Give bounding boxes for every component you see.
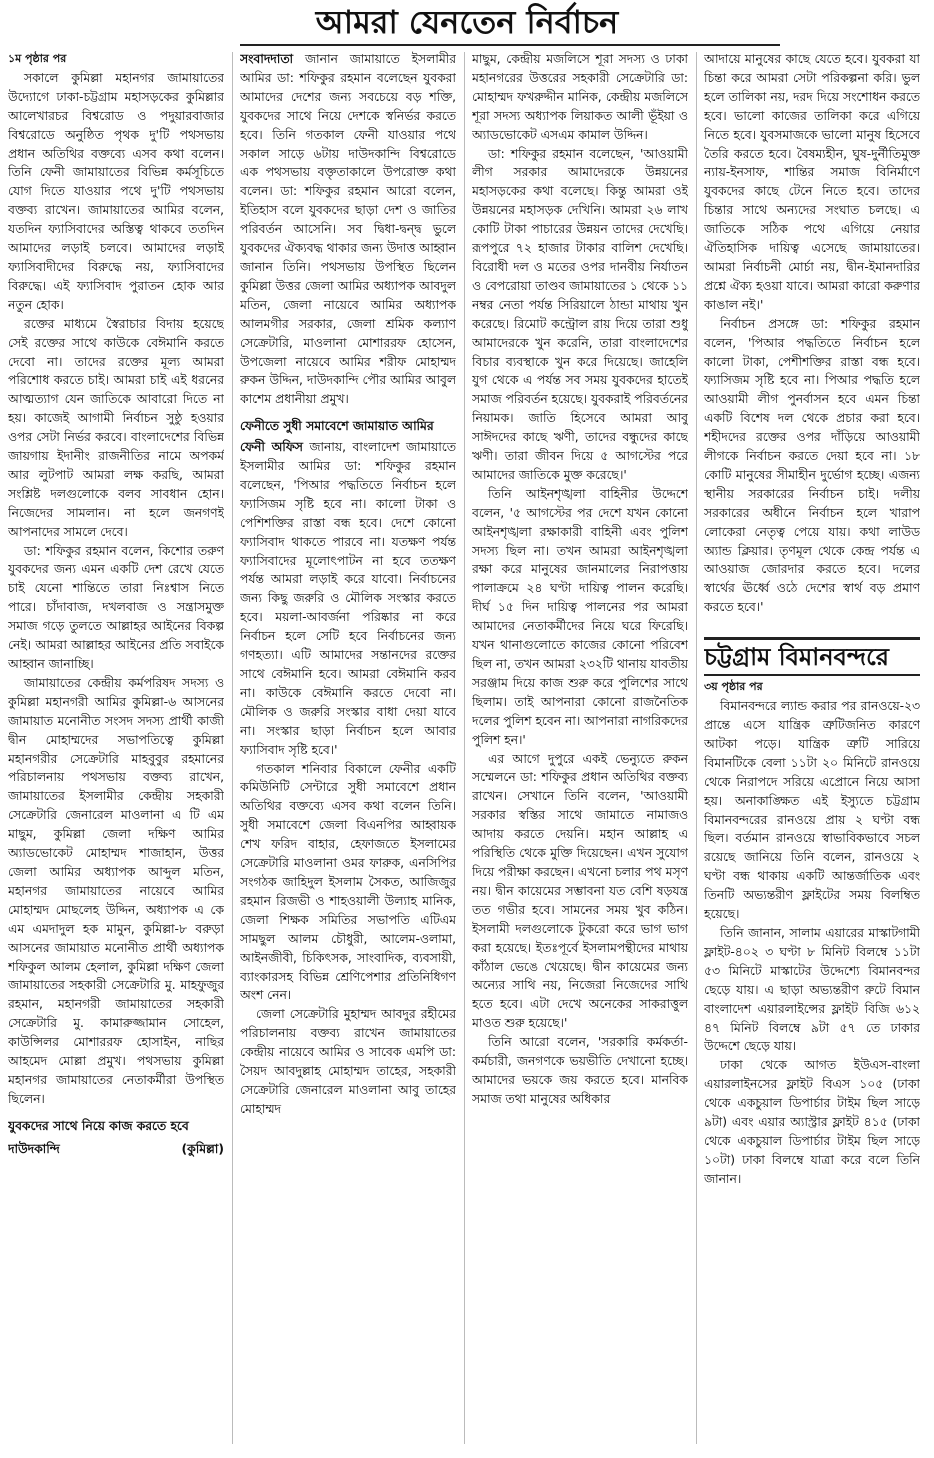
subheading: ফেনীতে সুধী সমাবেশে জামায়াত আমির [240, 419, 434, 434]
headline: আমরা যেনতেন নির্বাচন [315, 3, 619, 41]
paragraph: ডা: শফিকুর রহমান বলেছেন, 'আওয়ামী লীগ সরকার আমাদেরকে উন্নয়নের মহাসড়কের কথা বলেছে। কিন্তু আমরা ওই উন্নয়নের মহাসড়ক দেখিনি। আমরা ২৬ লাখ কোটি টাকা পাচারের উন্নয়ন তাদের দেখেছি। রূপপুরে ৭২ হাজার টাকার বালিশ দেখেছি। বিরোধী দল ও মতের ওপর দানবীয় নির্যাতন ও বেপরোয়া তাণ্ডব জামায়াতের ১ থেকে ১১ নম্বর নেতা পর্যন্ত সিরিয়ালে ঠান্ডা মাথায় খুন করেছে। রিমোট কন্ট্রোল রায় দিয়ে তারা শুধু আমাদেরকে খুন করেনি, তারা বাংলাদেশের বিচার ব্যবস্থাকে খুন করে দিয়েছে। জাহেলি যুগ থেকে এ পর্যন্ত সব সময় যুবকদের হাতেই সমাজ পরিবর্তন হয়েছে। যুবকরাই পরিবর্তনের নিয়ামক। জাতি হিসেবে আমরা আবু সাঈদদের কাছে ঋণী, তাদের বন্ধুদের কাছে ঋণী। তারা জীবন দিয়ে ৫ আগস্টের পরে আমাদের জাতিকে মুক্ত করেছে।' [472, 146, 688, 482]
paragraph [240, 438, 456, 759]
column-3 [472, 50, 688, 1444]
continued-from-note: ১ম পৃষ্ঠার পর [8, 52, 67, 65]
column-2 [240, 50, 456, 1444]
paragraph: গতকাল শনিবার বিকালে ফেনীর একটি কমিউনিটি সেন্টারে সুধী সমাবেশে প্রধান অতিথির বক্তব্যে এসব কথা বলেন তিনি। সুধী সমাবেশে জেলা বিএনপির আহ্বায়ক শেখ ফরিদ বাহার, হেফাজতে ইসলামের সেক্রেটারি মাওলানা ওমর ফারুক, এনসিপির সংগঠক জাহিদুল ইসলাম সৈকত, আজিজুর রহমান রিজভী ও শাহওয়ালী উল্যাহ মানিক, জেলা শিক্ষক সমিতির সভাপতি এটিএম সামছুল আলম চৌধুরী, আলেম-ওলামা, আইনজীবী, চিকিৎসক, সাংবাদিক, ব্যবসায়ী, ব্যাংকারসহ বিভিন্ন শ্রেণিপেশার প্রতিনিধিগণ অংশ নেন। [240, 761, 456, 1003]
paragraph: তিনি আইনশৃঙ্খলা বাহিনীর উদ্দেশে বলেন, '৫ আগস্টের পর দেশে যখন কোনো আইনশৃঙ্খলা রক্ষাকারী বাহিনী এবং পুলিশ সদস্য ছিল না। তখন আমরা আইনশৃঙ্খলা রক্ষা করে মানুষের জানমালের নিরাপত্তায় পালাক্রমে ২৪ ঘণ্টা দায়িত্ব পালন করেছি। দীর্ঘ ১৫ দিন দায়িত্ব পালনের পর আমরা আমাদের নেতাকর্মীদের নিয়ে ঘরে ফিরেছি। যখন থানাগুলোতে কাজের কোনো পরিবেশ ছিল না, তখন আমরা ২৩২টি থানায় যাবতীয় সরঞ্জাম দিয়ে কাজ শুরু করে পুলিশের সাথে ছিলাম। তাই আপনারা কোনো রাজনৈতিক দলের পুলিশ হবেন না। আপনারা নাগরিকদের পুলিশ হন।' [472, 486, 688, 747]
paragraph: তিনি আরো বলেন, 'সরকারি কর্মকর্তা-কর্মচারী, জনগণকে ভয়ভীতি দেখানো হচ্ছে। আমাদের ভয়কে জয় করতে হবে। মানবিক সমাজ তথা মানুষের অধিকার [472, 1035, 688, 1106]
byline-region: (কুমিল্লা) [181, 1141, 224, 1156]
column-divider [232, 52, 233, 1444]
paragraph: আদায়ে মানুষের কাছে যেতে হবে। যুবকরা যা চিন্তা করে আমরা সেটা পরিকল্পনা করি। ভুল হলে তালিকা নয়, দরদ দিয়ে সংশোধন করতে হবে। ভালো কাজের তালিকা করে এগিয়ে নিতে হবে। যুবসমাজকে ভালো মানুষ হিসেবে তৈরি করতে হবে। বৈষম্যহীন, ঘুষ-দুর্নীতিমুক্ত ন্যায়-ইনসাফ, শান্তির সমাজ বিনির্মাণে যুবকদের কাছে টেনে নিতে হবে। তাদের চিন্তার সাথে অন্যদের সংঘাত চলছে। এ জাতিকে সঠিক পথে এগিয়ে নেয়ার ঐতিহাসিক দায়িত্ব এসেছে জামায়াতের। আমরা নির্বাচনী মোর্চা নয়, দ্বীন-ইমানদারির প্রশ্নে ঐক্য হওয়া যাবে। আমরা কারো করুণার কাঙাল নই।' [704, 52, 920, 312]
column-divider [464, 52, 465, 1444]
paragraph: তিনি জানান, সালাম এয়ারের মাস্কাটগামী ফ্লাইট-৪০২ ৩ ঘণ্টা ৮ মিনিট বিলম্বে ১১টা ৫৩ মিনিটে মাস্কাটের উদ্দেশ্যে বিমানবন্দর ছেড়ে যায়। এ ছাড়া অভ্যন্তরীণ রুটে বিমান বাংলাদেশ এয়ারলাইন্সের ফ্লাইট বিজি ৬১২ ৪৭ মিনিট বিলম্বে ৯টা ৫৭ তে ঢাকার উদ্দেশে ছেড়ে যায়। [704, 925, 920, 1054]
subheading: যুবকদের সাথে নিয়ে কাজ করতে হবে [8, 1118, 189, 1133]
paragraph: মাছুম, কেন্দ্রীয় মজলিসে শূরা সদস্য ও ঢাকা মহানগরের উত্তরের সহকারী সেক্রেটারি ডা: মোহাম্মদ ফখরুদ্দীন মানিক, কেন্দ্রীয় মজলিসে শূরা সদস্য অধ্যাপক লিয়াকত আলী ভূঁইয়া ও অ্যাডভোকেট এসএম কামাল উদ্দিন। [472, 52, 688, 142]
paragraph: এর আগে দুপুরে একই ভেন্যুতে রুকন সম্মেলনে ডা: শফিকুর প্রধান অতিথির বক্তব্য রাখেন। সেখানে তিনি বলেন, 'আওয়ামী সরকার স্বস্তির সাথে জামাতে নামাজও আদায় করতে দেয়নি। মহান আল্লাহ এ পরিস্থিতি থেকে মুক্তি দিয়েছেন। এখন সুযোগ দিয়ে পরীক্ষা করছেন। এখনো চলার পথ মসৃণ নয়। দ্বীন কায়েমের সম্ভাবনা যত বেশি ষড়যন্ত্র তত গভীর হবে। সামনের সময় খুব কঠিন। ইসলামী দলগুলোকে টুকরো করে ভাগ ভাগ করা হয়েছে। ইতঃপূর্বে ইসলামপন্থীদের মাথায় কাঁঠাল ভেঙে খেয়েছে। দ্বীন কায়েমের জন্য অন্যের সাথি নয়, নিজেরা নিজেদের সাথি হতে হবে। এটা দেখে অনেকের সাকরাত্তুল মাওত শুরু হয়েছে।' [472, 751, 688, 1031]
column-4 [704, 50, 920, 1444]
section-heading: চট্টগ্রাম বিমানবন্দরে [704, 637, 920, 676]
column-divider [696, 52, 697, 1444]
paragraph [240, 50, 456, 409]
paragraph: নির্বাচন প্রসঙ্গে ডা: শফিকুর রহমান বলেন, 'পিআর পদ্ধতিতে নির্বাচন হলে কালো টাকা, পেশীশক্তির রাস্তা বন্ধ হবে। ফ্যাসিজম সৃষ্টি হবে না। পিআর পদ্ধতি হলে আওয়ামী লীগ পুনর্বাসন হবে এমন চিন্তা একটি বিশেষ দল থেকে প্রচার করা হবে। শহীদদের রক্তের ওপর দাঁড়িয়ে আওয়ামী লীগকে নির্বাচন করতে দেয়া হবে না। ১৮ কোটি মানুষের সীমাহীন দুর্ভোগ হচ্ছে। এজন্য স্থানীয় সরকারের নির্বাচন চাই। দলীয় সরকারের অধীনে নির্বাচন হলে খারাপ লোকেরা নেতৃত্ব পেয়ে যায়। কথা লাউড অ্যান্ড ক্লিয়ার। তৃণমূল থেকে কেন্দ্র পর্যন্ত এ আওয়াজ জোরদার করতে হবে। দলের স্বার্থের ঊর্ধ্বে ওঠে দেশের স্বার্থ বড় প্রমাণ করতে হবে।' [704, 316, 920, 615]
lead-label: ফেনী অফিস [240, 440, 303, 455]
column-1 [8, 50, 224, 1444]
paragraph-text: জানায়, বাংলাদেশ জামায়াতে ইসলামীর আমির ডা: শফিকুর রহমান বলেছেন, 'পিআর পদ্ধতিতে নির্বাচন হলে ফ্যাসিজম সৃষ্টি হবে না। কালো টাকা ও পেশিশক্তির রাস্তা বন্ধ হবে। দেশে কোনো ফ্যাসিবাদ থাকতে পারবে না। যতক্ষণ পর্যন্ত ফ্যাসিবাদের মূলোৎপাটন না হবে ততক্ষণ পর্যন্ত আমরা লড়াই করে যাবো। নির্বাচনের জন্য কিছু জরুরি ও মৌলিক সংস্কার করতে হবে। ময়লা-আবর্জনা পরিষ্কার না করে নির্বাচন হলে সেটি হবে নির্বাচনের জন্য গণহত্যা। এটি আমাদের সন্তানদের রক্তের সাথে বেঈমানি হবে। আমরা বেঈমানি করব না। কাউকে বেঈমানি করতে দেবো না। মৌলিক ও জরুরি সংস্কার বাধা দেয়া যাবে না। সংস্কার ছাড়া নির্বাচন হলে আবার ফ্যাসিবাদ সৃষ্টি হবে।' [240, 440, 456, 757]
byline-place: দাউদকান্দি [8, 1141, 60, 1156]
lead-label: সংবাদদাতা [240, 52, 294, 66]
paragraph: বিমানবন্দরে ল্যান্ড করার পর রানওয়ে-২৩ প্রান্তে এসে যান্ত্রিক ত্রুটিজনিত কারণে আটকা পড়ে। যান্ত্রিক ত্রুটি সারিয়ে বিমানটিকে বেলা ১১টা ২০ মিনিটে রানওয়ে থেকে নিরাপদে সরিয়ে এপ্রোনে নিয়ে আসা হয়। অনাকাঙ্ক্ষিত এই ইস্যুতে চট্টগ্রাম বিমানবন্দরের রানওয়ে প্রায় ২ ঘণ্টা বন্ধ ছিল। বর্তমান রানওয়ে স্বাভাবিকভাবে সচল রয়েছে জানিয়ে তিনি বলেন, রানওয়ে ২ ঘণ্টা বন্ধ থাকায় একটি আন্তর্জাতিক এবং তিনটি অভ্যন্তরীণ ফ্লাইটের সময় বিলম্বিত হয়েছে। [704, 699, 920, 922]
continued-from-note: ৩য় পৃষ্ঠার পর [704, 680, 763, 694]
byline [8, 1140, 224, 1159]
paragraph: জামায়াতের কেন্দ্রীয় কর্মপরিষদ সদস্য ও কুমিল্লা মহানগরী আমির কুমিল্লা-৬ আসনের জামায়াত মনোনীত সংসদ সদস্য প্রার্থী কাজী দ্বীন মোহাম্মদের সভাপতিত্বে কুমিল্লা মহানগরীর সেক্রেটারি মাহবুবুর রহমানের পরিচালনায় পথসভায় বক্তব্য রাখেন, জামায়াতের ইসলামীর কেন্দ্রীয় সহকারী সেক্রেটারি জেনারেল মাওলানা এ টি এম মাছুম, কুমিল্লা জেলা দক্ষিণ আমির অ্যাডভোকেট মোহাম্মদ শাজাহান, উত্তর জেলা আমির অধ্যাপক আব্দুল মতিন, মহানগর জামায়াতের নায়েবে আমির মোহাম্মদ মোছলেহ উদ্দিন, অধ্যাপক এ কে এম এমদাদুল হক মামুন, কুমিল্লা-৮ বরুড়া আসনের জামায়াত মনোনীত প্রার্থী অধ্যাপক শফিকুল আলম হেলাল, কুমিল্লা দক্ষিণ জেলা জামায়াতের সহকারী সেক্রেটারি মু. মাহফুজুর রহমান, মহানগরী জামায়াতের সহকারী সেক্রেটারি মু. কামারুজ্জামান সোহেল, কাউন্সিলর মোশাররফ হোসাইন, নাছির আহমেদ মোল্লা প্রমুখ। পথসভায় কুমিল্লা মহানগর জামায়াতের নেতাকর্মীরা উপস্থিত ছিলেন। [8, 675, 224, 1106]
paragraph: জেলা সেক্রেটারি মুহাম্মদ আবদুর রহীমের পরিচালনায় বক্তব্য রাখেন জামায়াতের কেন্দ্রীয় নায়েবে আমির ও সাবেক এমপি ডা: সৈয়দ আবদুল্লাহ মোহাম্মদ তাহের, সহকারী সেক্রেটারি জেনারেল মাওলানা আবু তাহের মোহাম্মদ [240, 1007, 456, 1116]
paragraph: ঢাকা থেকে আগত ইউএস-বাংলা এয়ারলাইনসের ফ্লাইট বিএস ১০৫ (ঢাকা থেকে একচুয়াল ডিপার্চার টাইম ছিল সাড়ে ৯টা) এবং এয়ার অ্যাস্ট্রার ফ্লাইট ৪১৫ (ঢাকা থেকে একচুয়াল ডিপার্চার টাইম ছিল সাড়ে ১০টা) ঢাকা বিলম্বে যাত্রা করে বলে তিনি জানান। [704, 1058, 920, 1186]
headline-rule [240, 44, 780, 46]
paragraph: ডা: শফিকুর রহমান বলেন, কিশোর তরুণ যুবকদের জন্য এমন একটি দেশ রেখে যেতে চাই যেনো শান্তিতে তারা নিঃশ্বাস নিতে পারে। চাঁদাবাজ, দখলবাজ ও সন্ত্রাসমুক্ত সমাজ গড়ে তুলতে আল্লাহর আইনের বিকল্প নেই। আমরা আল্লাহর আইনের প্রতি সবাইকে আহ্বান জানাচ্ছি। [8, 543, 224, 671]
paragraph-text: জানান জামায়াতে ইসলামীর আমির ডা: শফিকুর রহমান বলেছেন যুবকরা আমাদের দেশের জন্য সবচেয়ে বড় শক্তি, যুবকদের সাথে নিয়ে দেশকে স্বনির্ভর করতে হবে। তিনি গতকাল ফেনী যাওয়ার পথে সকাল সাড়ে ৬টায় দাউদকান্দি বিশ্বরোডে এক পথসভায় বক্তৃতাকালে উপরোক্ত কথা বলেন। ডা: শফিকুর রহমান আরো বলেন, ইতিহাস বলে যুবকদের ছাড়া দেশ ও জাতির পরিবর্তন আসেনি। সব দ্বিধা-দ্বন্দ্ব ভুলে যুবকদের ঐক্যবদ্ধ থাকার জন্য উদাত্ত আহ্বান জানান তিনি। পথসভায় উপস্থিত ছিলেন কুমিল্লা উত্তর জেলা আমির অধ্যাপক আবদুল মতিন, জেলা নায়েবে আমির অধ্যাপক আলমগীর সরকার, জেলা শ্রমিক কল্যাণ সেক্রেটারি, মাওলানা মোশাররফ হোসেন, উপজেলা নায়েবে আমির শরীফ মোহাম্মদ রুকন উদ্দিন, দাউদকান্দি পৌর আমির আবুল কাশেম প্রধানীয়া প্রমুখ। [240, 52, 456, 407]
paragraph: রক্তের মাধ্যমে স্বৈরাচার বিদায় হয়েছে সেই রক্তের সাথে কাউকে বেঈমানি করতে দেবো না। তাদের রক্তের মূল্য আমরা পরিশোধ করতে চাই। আমরা চাই এই ধরনের আত্মত্যাগ যেন জাতিকে আবারো দিতে না হয়। কাজেই আগামী নির্বাচন সুষ্ঠু হওয়ার ওপর সেটা নির্ভর করবে। বাংলাদেশের বিভিন্ন জায়গায় ইদানীং রাজনীতির নামে অপকর্ম আর লুটপাট আমরা লক্ষ করছি, আমরা সংশ্লিষ্ট দলগুলোকে বলব সাবধান হোন। নিজেদের সামলান। না হলে জনগণই আপনাদের সামলে দেবে। [8, 316, 224, 539]
paragraph: সকালে কুমিল্লা মহানগর জামায়াতের উদ্যোগে ঢাকা-চট্টগ্রাম মহাসড়কের কুমিল্লার আলেখারচর বিশ্বরোড ও পদুয়ারবাজার বিশ্বরোডে অনুষ্ঠিত পৃথক দু'টি পথসভায় প্রধান অতিথির বক্তব্যে এসব কথা বলেন। তিনি ফেনী জামায়াতের বিভিন্ন কর্মসূচিতে যোগ দিতে যাওয়ার পথে দু'টি পথসভায় বক্তব্য রাখেন। জামায়াতের আমির বলেন, যতদিন ফ্যাসিবাদের অস্তিত্ব থাকবে ততদিন আমাদের লড়াই চলবে। আমাদের লড়াই ফ্যাসিবাদীদের বিরুদ্ধে নয়, ফ্যাসিবাদের বিরুদ্ধে। এই ফ্যাসিবাদ পুরাতন হোক আর নতুন হোক। [8, 70, 224, 312]
